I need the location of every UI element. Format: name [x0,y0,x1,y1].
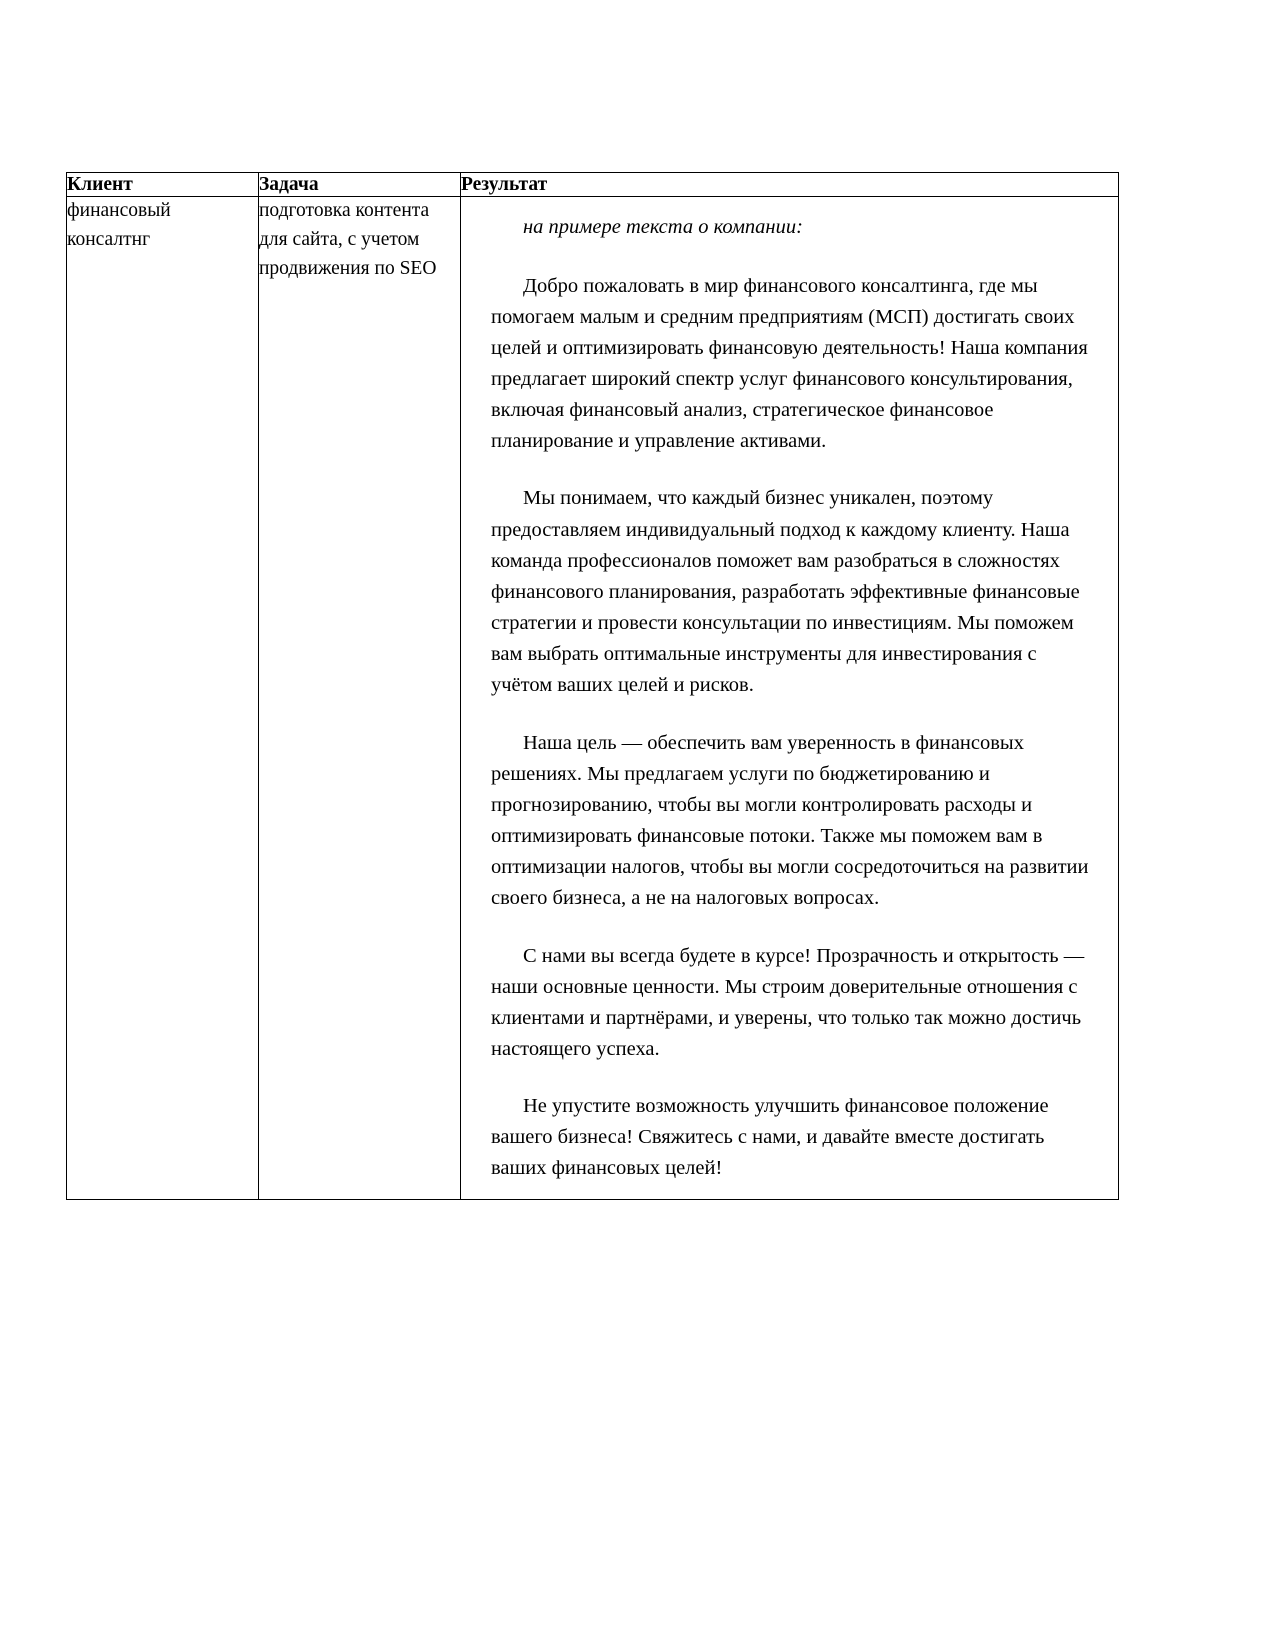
result-paragraph-1: Добро пожаловать в мир финансового консалтинга, где мы помогаем малым и средним предприятиям (МСП) достигать своих целей и оптимизировать финансовую деятельность! Наша компания предлагает широкий спектр услуг финансового консультирования, включая финансовый анализ, стратегическое финансовое планирование и управление активами. [491,274,1088,453]
results-table [66,172,1119,1200]
task-value: подготовка контента для сайта, с учетом продвижения по SEO [259,200,437,279]
result-paragraph-5: Не упустите возможность улучшить финансовое положение вашего бизнеса! Свяжитесь с нами, и давайте вместе достигать ваших финансовых целей! [491,1095,1049,1180]
column-header-result: Результат [461,173,1119,197]
paragraph-spacer [491,1065,1102,1091]
paragraph-spacer [491,702,1102,728]
column-header-task: Задача [259,173,461,197]
column-header-client: Клиент [67,173,259,197]
result-paragraph-4: С нами вы всегда будете в курсе! Прозрачность и открытость — наши основные ценности. Мы строим доверительные отношения с клиентами и партнёрами, и уверены, что только так можно достичь настоящего успеха. [491,944,1085,1060]
result-paragraph-2: Мы понимаем, что каждый бизнес уникален, поэтому предоставляем индивидуальный подход к каждому клиенту. Наша команда профессионалов поможет вам разобраться в сложностях финансового планирования, разработать эффективные финансовые стратегии и провести консультации по инвестициям. Мы поможем вам выбрать оптимальные инструменты для инвестирования с учётом ваших целей и рисков. [491,487,1080,697]
paragraph-spacer [491,915,1102,941]
result-paragraph-3: Наша цель — обеспечить вам уверенность в финансовых решениях. Мы предлагаем услуги по бюджетированию и прогнозированию, чтобы вы могли контролировать расходы и оптимизировать финансовые потоки. Также мы поможем вам в оптимизации налогов, чтобы вы могли сосредоточиться на развитии своего бизнеса, а не на налоговых вопросах. [491,731,1089,910]
table-row [67,197,1119,1199]
paragraph-spacer [491,457,1102,483]
client-value: финансовый консалтнг [67,200,171,251]
cell-result [461,197,1119,1199]
table-header-row [67,173,1119,197]
paragraph-spacer [491,244,1102,271]
cell-task [259,197,461,1199]
result-intro-line: на примере текста о компании: [523,216,803,239]
cell-client [67,197,259,1199]
